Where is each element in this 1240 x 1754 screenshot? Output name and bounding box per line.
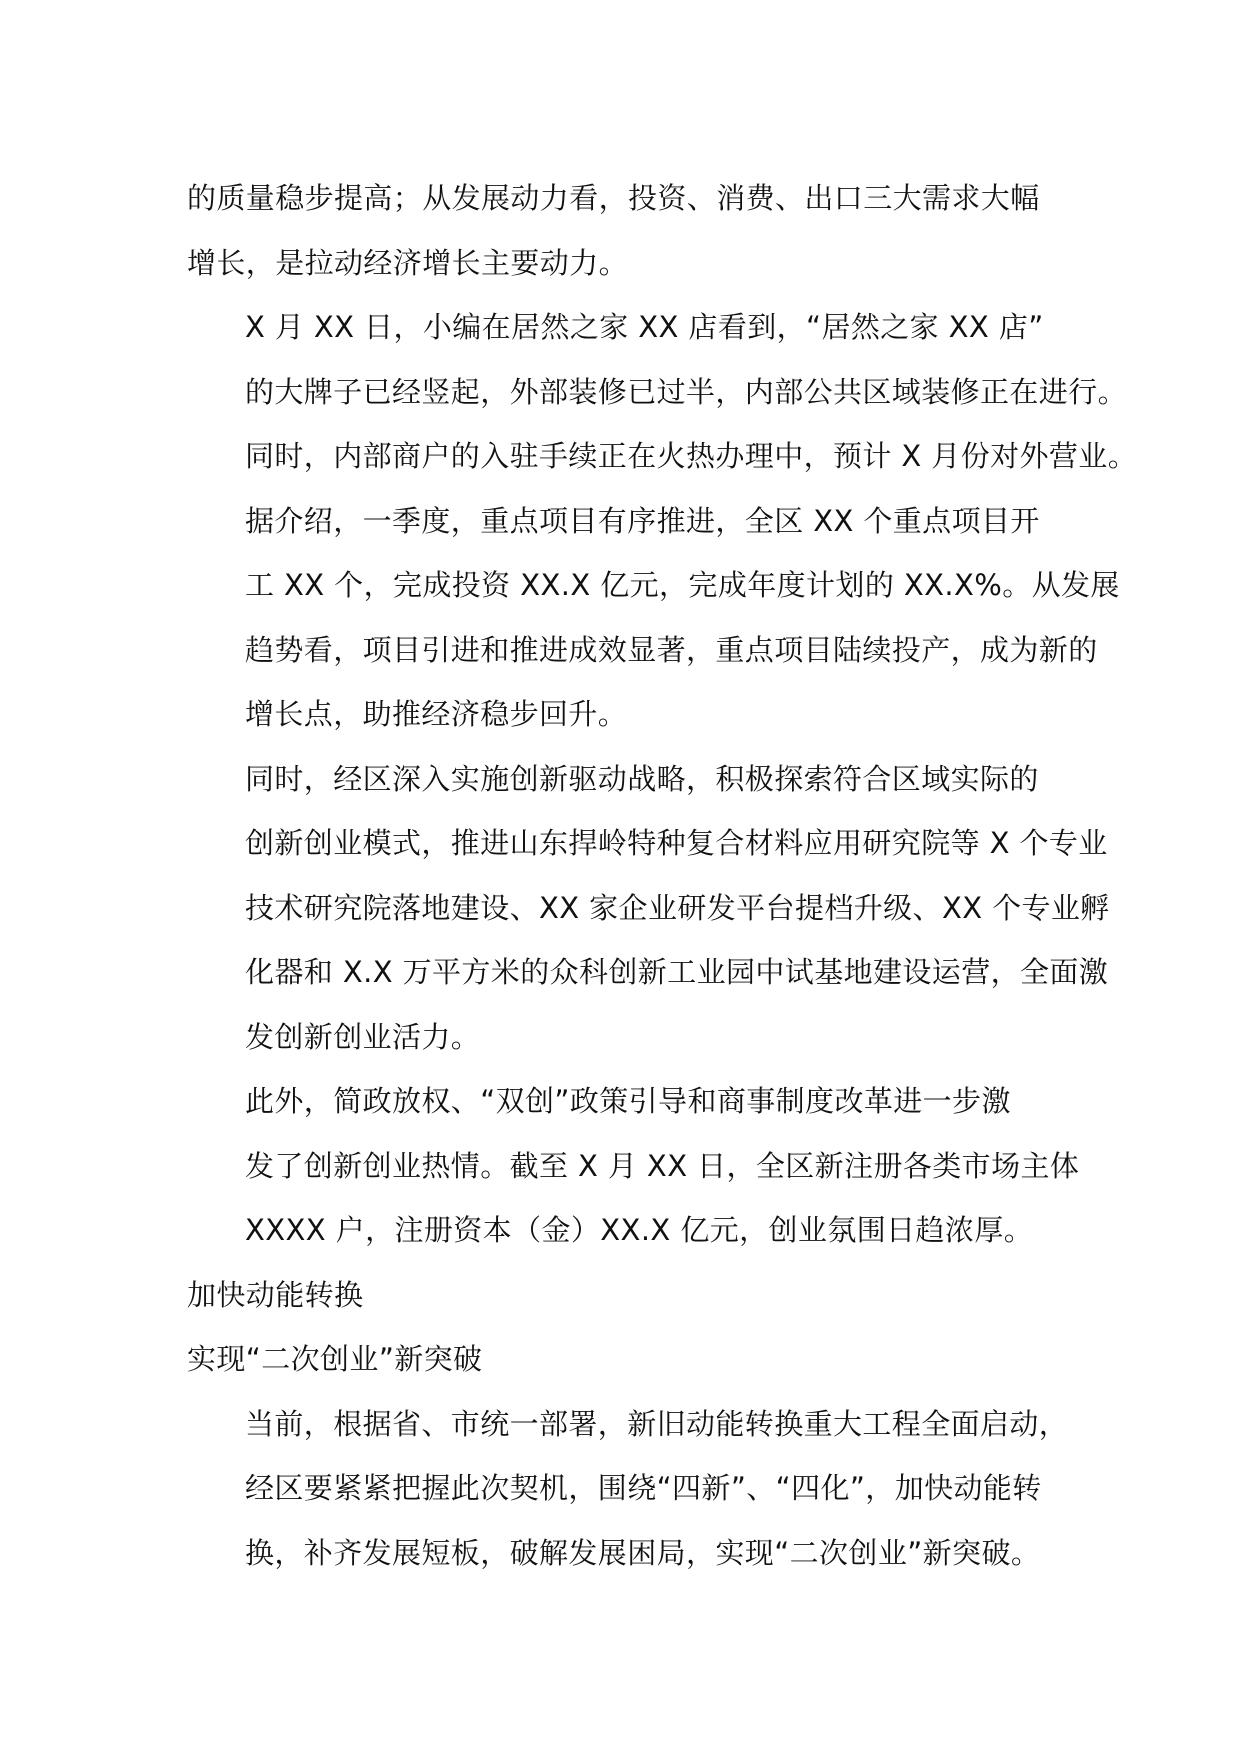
paragraph-key-projects bbox=[187, 489, 1120, 747]
text-line: 经区要紧紧把握此次契机，围绕“四新”、“四化”，加快动能转 bbox=[245, 1471, 1042, 1505]
text-line: X 月 XX 日，小编在居然之家 XX 店看到，“居然之家 XX 店” bbox=[245, 310, 1044, 344]
paragraph-reform bbox=[187, 1069, 1087, 1263]
text-line: XXXX 户，注册资本（金）XX.X 亿元，创业氛围日趋浓厚。 bbox=[245, 1213, 1034, 1247]
text-line: 趋势看，项目引进和推进成效显著，重点项目陆续投产，成为新的 bbox=[245, 632, 1098, 667]
text-line: 的质量稳步提高；从发展动力看，投资、消费、出口三大需求大幅 bbox=[187, 181, 1040, 215]
paragraph-continuation bbox=[187, 166, 1087, 295]
text-line: 发了创新创业热情。截至 X 月 XX 日，全区新注册各类市场主体 bbox=[245, 1148, 1080, 1183]
text-line: 同时，内部商户的入驻手续正在火热办理中，预计 X 月份对外营业。 bbox=[245, 439, 1138, 473]
text-line: 增长点，助推经济稳步回升。 bbox=[245, 697, 628, 731]
text-line: 工 XX 个，完成投资 XX.X 亿元，完成年度计划的 XX.X%。从发展 bbox=[245, 568, 1120, 602]
paragraph-innovation bbox=[187, 747, 1110, 1070]
text-line: 当前，根据省、市统一部署，新旧动能转换重大工程全面启动， bbox=[245, 1406, 1069, 1441]
section-heading-line-1: 加快动能转换 bbox=[187, 1277, 364, 1312]
text-line: 的大牌子已经竖起，外部装修已过半，内部公共区域装修正在进行。 bbox=[245, 374, 1128, 409]
text-line: 技术研究院落地建设、XX 家企业研发平台提档升级、XX 个专业孵 bbox=[245, 890, 1110, 925]
paragraph-store-report bbox=[187, 295, 1138, 489]
text-line: 同时，经区深入实施创新驱动战略，积极探索符合区域实际的 bbox=[245, 761, 1039, 796]
text-line: 据介绍，一季度，重点项目有序推进，全区 XX 个重点项目开 bbox=[245, 503, 1040, 538]
text-line: 此外，简政放权、“双创”政策引导和商事制度改革进一步激 bbox=[245, 1084, 1011, 1118]
document-body bbox=[187, 166, 1138, 1585]
text-line: 化器和 X.X 万平方米的众科创新工业园中试基地建设运营，全面激 bbox=[245, 955, 1109, 989]
paragraph-closing bbox=[187, 1392, 1087, 1586]
section-heading-line-2: 实现“二次创业”新突破 bbox=[187, 1342, 483, 1376]
text-line: 增长，是拉动经济增长主要动力。 bbox=[187, 245, 629, 280]
text-line: 创新创业模式，推进山东捍岭特种复合材料应用研究院等 X 个专业 bbox=[245, 826, 1108, 860]
text-line: 换，补齐发展短板，破解发展困局，实现“二次创业”新突破。 bbox=[245, 1535, 1041, 1570]
text-line: 发创新创业活力。 bbox=[245, 1019, 481, 1054]
